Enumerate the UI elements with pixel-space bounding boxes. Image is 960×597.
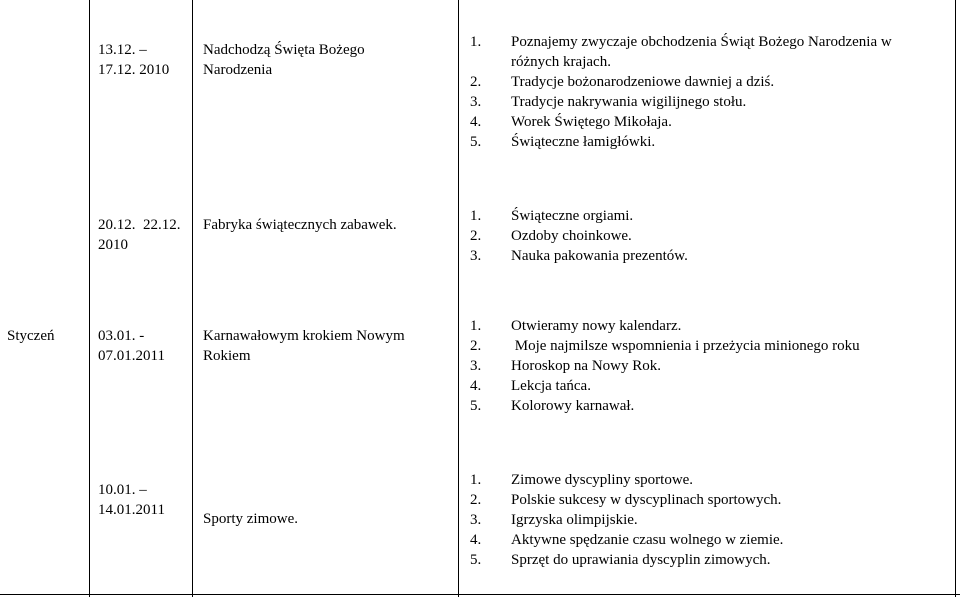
date-range: 10.01. – 14.01.2011 [98,482,165,518]
list-item: 4. Worek Świętego Mikołaja. [470,114,672,130]
date-range: 13.12. – 17.12. 2010 [98,42,170,78]
list-item: 3. Horoskop na Nowy Rok. [470,358,661,374]
list-item: 4. Aktywne spędzanie czasu wolnego w ziemie. [470,532,784,548]
list-item: 1. Poznajemy zwyczaje obchodzenia Świąt Bożego Narodzenia w [470,34,892,50]
topic-title: Nadchodzą Święta Bożego Narodzenia [203,42,365,78]
date-range: 20.12. 22.12. 2010 [98,217,181,253]
table-bottom-border [0,594,960,595]
list-item: 5. Sprzęt do uprawiania dyscyplin zimowych. [470,552,771,568]
column-divider-topic [458,0,459,597]
list-item: 1. Otwieramy nowy kalendarz. [470,318,682,334]
month-label: Styczeń [7,328,55,344]
list-item: 4. Lekcja tańca. [470,378,591,394]
activity-list [470,470,783,570]
list-item: 2. Tradycje bożonarodzeniowe dawniej a dziś. [470,74,775,90]
list-item: 2. Ozdoby choinkowe. [470,228,632,244]
list-item: 3. Tradycje nakrywania wigilijnego stołu. [470,94,747,110]
list-item-continuation: różnych krajach. [511,54,611,70]
list-item: 5. Kolorowy karnawał. [470,398,635,414]
activity-list [470,206,688,266]
list-item: 2. Moje najmilsze wspomnienia i przeżycia minionego roku [470,338,860,354]
list-item: 3. Nauka pakowania prezentów. [470,248,688,264]
topic-title: Fabryka świątecznych zabawek. [203,217,397,233]
topic-title: Sporty zimowe. [203,511,298,527]
activity-list [470,32,892,152]
column-divider-dates [192,0,193,597]
table-right-border [955,0,956,597]
list-item: 1. Zimowe dyscypliny sportowe. [470,472,694,488]
list-item: 2. Polskie sukcesy w dyscyplinach sportowych. [470,492,782,508]
date-range: 03.01. - 07.01.2011 [98,328,165,364]
topic-title: Karnawałowym krokiem Nowym Rokiem [203,328,405,364]
column-divider-month [89,0,90,597]
activity-list [470,316,860,416]
list-item: 3. Igrzyska olimpijskie. [470,512,638,528]
list-item: 5. Świąteczne łamigłówki. [470,134,656,150]
list-item: 1. Świąteczne orgiami. [470,208,634,224]
